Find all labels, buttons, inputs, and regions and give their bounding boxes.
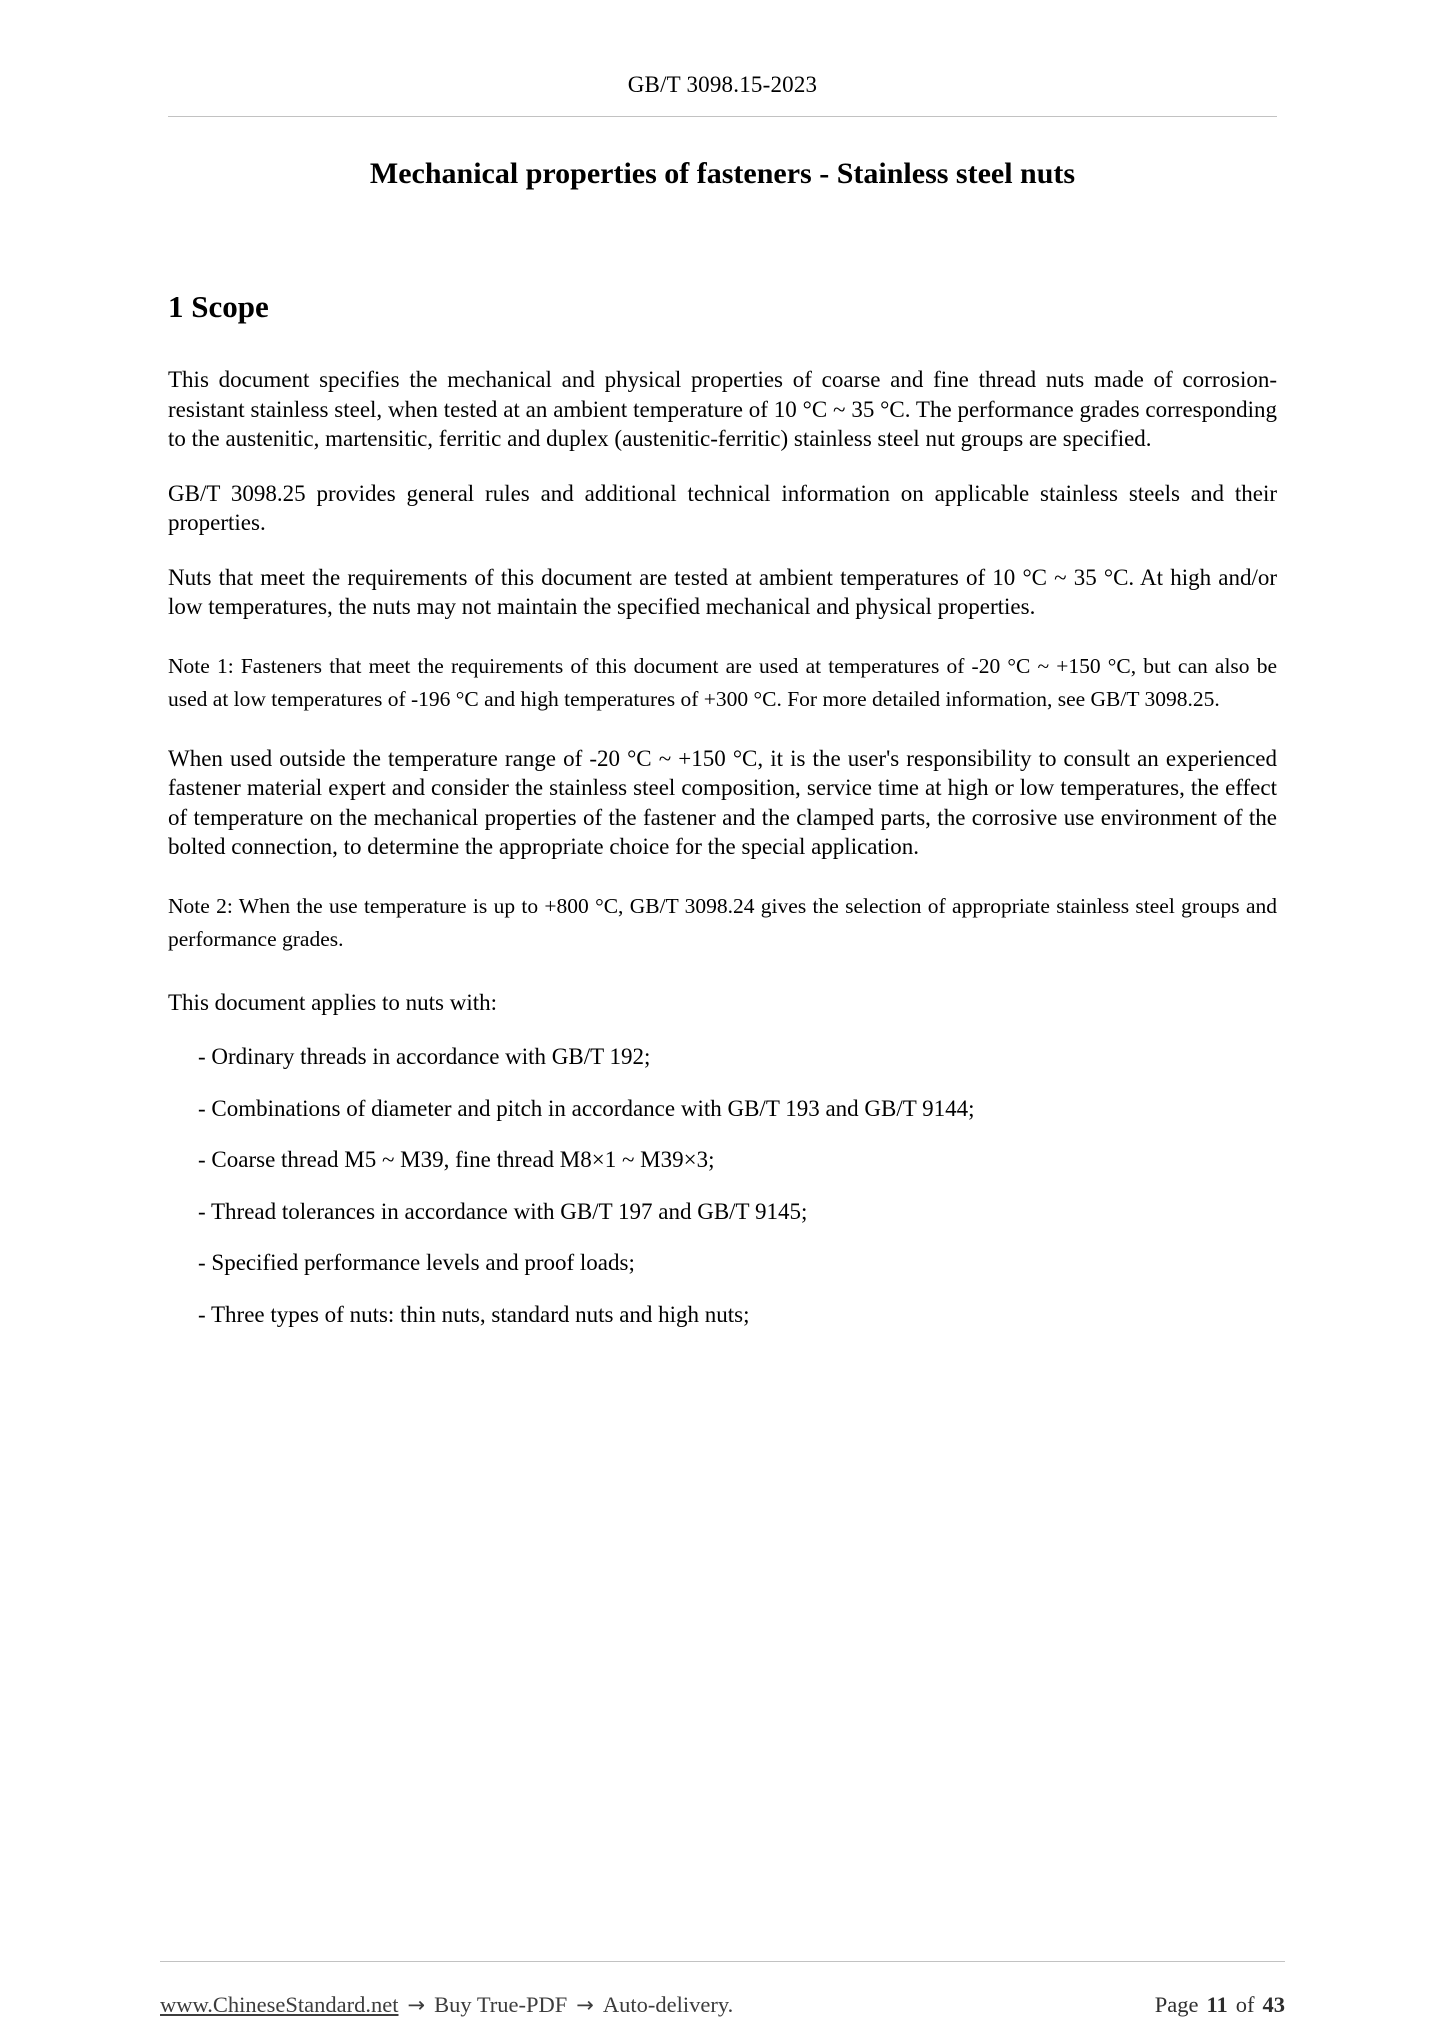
header-divider — [168, 116, 1277, 117]
list-item-ordinary-threads: - Ordinary threads in accordance with GB/T 192; — [198, 1044, 651, 1069]
paragraph-scope-1: This document specifies the mechanical and physical properties of coarse and fine thread nuts made of corrosion-resistant stainless steel, when tested at an ambient temperature of 10 °C ~ 35 °C. The performance grades corresponding to the austenitic, martensitic, ferritic and duplex (austenitic-ferritic) stainless steel nut groups are specified. — [168, 367, 1277, 451]
current-page-number: 11 — [1206, 1992, 1228, 2017]
footer-website-link[interactable]: www.ChineseStandard.net — [160, 1992, 399, 2017]
page-indicator — [1155, 1992, 1285, 2018]
page-footer — [160, 1961, 1285, 2018]
total-page-number: 43 — [1262, 1992, 1285, 2017]
page-label: Page — [1154, 1992, 1199, 2017]
arrow-right-icon: → — [407, 1993, 426, 2017]
paragraph-scope-2: GB/T 3098.25 provides general rules and additional technical information on applicable stainless steels and their properties. — [168, 480, 1277, 535]
page-header — [168, 0, 1277, 117]
list-item-performance-levels: - Specified performance levels and proof loads; — [198, 1250, 635, 1275]
note-2: Note 2: When the use temperature is up to +800 °C, GB/T 3098.24 gives the selection of appropriate stainless steel groups and performance grades. — [168, 893, 1277, 951]
doc-number: GB/T 3098.15-2023 — [627, 72, 818, 97]
paragraph-scope-4: When used outside the temperature range of -20 °C ~ +150 °C, it is the user's responsibility to consult an experienced fastener material expert and consider the stainless steel composition, service time at high or low temperatures, the effect of temperature on the mechanical properties of the fastener and the clamped parts, the corrosive use environment of the bolted connection, to determine the appropriate choice for the special application. — [168, 745, 1277, 859]
list-item-nut-types: - Three types of nuts: thin nuts, standard nuts and high nuts; — [198, 1301, 750, 1327]
note-1: Note 1: Fasteners that meet the requirements of this document are used at temperatures of -20 °C ~ +150 °C, but can also be used at low temperatures of -196 °C and high temperatures of +300 °C. For more detailed information, see GB/T 3098.25. — [168, 653, 1277, 711]
document-title: Mechanical properties of fasteners - Stainless steel nuts — [369, 157, 1076, 190]
footer-delivery-label: Auto-delivery. — [602, 1992, 734, 2017]
of-label: of — [1235, 1992, 1255, 2017]
footer-source-line — [160, 1992, 733, 2018]
list-item-thread-tolerances: - Thread tolerances in accordance with GB/T 197 and GB/T 9145; — [198, 1198, 808, 1224]
paragraph-scope-3: Nuts that meet the requirements of this document are tested at ambient temperatures of 10 °C ~ 35 °C. At high and/or low temperatures, the nuts may not maintain the specified mechanical and physical properties. — [168, 564, 1277, 619]
section-heading-scope: 1 Scope — [168, 289, 269, 324]
list-item-diameter-pitch: - Combinations of diameter and pitch in accordance with GB/T 193 and GB/T 9144; — [198, 1095, 975, 1121]
arrow-right-icon: → — [576, 1993, 594, 2017]
footer-divider — [160, 1961, 1285, 1962]
list-item-coarse-fine-thread: - Coarse thread M5 ~ M39, fine thread M8×1 ~ M39×3; — [198, 1147, 715, 1172]
paragraph-applies-to: This document applies to nuts with: — [168, 989, 497, 1015]
footer-buy-label: Buy True-PDF — [434, 1992, 568, 2017]
